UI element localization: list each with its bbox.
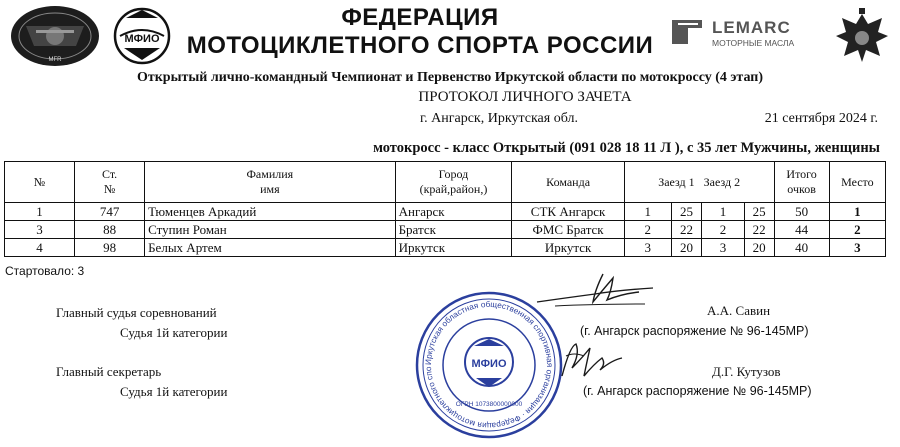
header-points: Итого очков <box>774 162 829 203</box>
cell-r2-pts: 25 <box>744 203 774 221</box>
cell-num: 1 <box>5 203 75 221</box>
cell-team: СТК Ангарск <box>512 203 625 221</box>
lemarc-tagline: МОТОРНЫЕ МАСЛА <box>712 38 795 48</box>
table-row <box>5 203 886 221</box>
class-line: мотокросс - класс Открытый (091 028 18 11 Л ), с 35 лет Мужчины, женщины <box>373 140 880 156</box>
cell-r1-pts: 22 <box>671 221 702 239</box>
cell-num: 4 <box>5 239 75 257</box>
mfio-logo <box>112 4 172 68</box>
header-city: Город (край,район,) <box>395 162 512 203</box>
cell-r1-pts: 25 <box>671 203 702 221</box>
cell-start: 747 <box>75 203 145 221</box>
protocol-title: ПРОТОКОЛ ЛИЧНОГО ЗАЧЕТА <box>418 89 632 105</box>
cell-r1-pos: 1 <box>624 203 671 221</box>
table-header-row <box>5 162 886 203</box>
judge-title: Главный судья соревнований <box>56 305 217 320</box>
secretary-category: Судья 1й категории <box>120 384 228 399</box>
cell-total: 50 <box>774 203 829 221</box>
judge-name: А.А. Савин <box>707 303 771 318</box>
stamp-ring-text: Иркутская областная общественная спортивная организация · Федерация мотоциклетного спо <box>423 299 555 431</box>
header-team: Команда <box>512 162 625 203</box>
cell-r2-pts: 22 <box>744 221 774 239</box>
event-place: г. Ангарск, Иркутская обл. <box>420 111 578 126</box>
mfr-logo <box>8 4 102 68</box>
mfio-logo-text: МФИО <box>124 33 160 45</box>
secretary-name: Д.Г. Кутузов <box>712 364 781 379</box>
event-date: 21 сентября 2024 г. <box>764 111 878 126</box>
cell-r2-pos: 1 <box>702 203 744 221</box>
judge-category: Судья 1й категории <box>120 325 228 340</box>
cell-start: 98 <box>75 239 145 257</box>
started-count: Стартовало: 3 <box>5 264 85 278</box>
header-name: Фамилия имя <box>145 162 396 203</box>
svg-text:MFR: MFR <box>48 57 62 63</box>
header-place: Место <box>829 162 885 203</box>
coat-of-arms-emblem <box>832 6 892 68</box>
cell-num: 3 <box>5 221 75 239</box>
cell-start: 88 <box>75 221 145 239</box>
cell-team: ФМС Братск <box>512 221 625 239</box>
table-row <box>5 239 886 257</box>
cell-name: Тюменцев Аркадий <box>145 203 396 221</box>
secretary-title: Главный секретарь <box>56 364 162 379</box>
lemarc-brand: LEMARC <box>712 18 791 37</box>
cell-place: 1 <box>829 203 885 221</box>
cell-r1-pts: 20 <box>671 239 702 257</box>
cell-team: Иркутск <box>512 239 625 257</box>
federation-title-line1: ФЕДЕРАЦИЯ <box>341 4 499 31</box>
official-stamp <box>414 290 564 440</box>
header-races: Заезд 1 Заезд 2 <box>624 162 774 203</box>
cell-place: 3 <box>829 239 885 257</box>
cell-r2-pts: 20 <box>744 239 774 257</box>
header-start-number: Ст. № <box>75 162 145 203</box>
cell-name: Белых Артем <box>145 239 396 257</box>
cell-r2-pos: 2 <box>702 221 744 239</box>
secretary-signature <box>556 336 626 384</box>
cell-r2-pos: 3 <box>702 239 744 257</box>
championship-title: Открытый лично-командный Чемпионат и Первенство Иркутской области по мотокроссу (4 этап) <box>136 70 764 85</box>
stamp-bottom-text: ОГРН 1073800000000 <box>455 401 523 408</box>
judge-order: (г. Ангарск распоряжение № 96-145МР) <box>580 324 809 338</box>
stamp-center-text: МФИО <box>471 358 507 370</box>
cell-city: Иркутск <box>395 239 512 257</box>
cell-place: 2 <box>829 221 885 239</box>
results-table <box>4 161 886 257</box>
cell-city: Ангарск <box>395 203 512 221</box>
cell-total: 44 <box>774 221 829 239</box>
federation-title-line2: МОТОЦИКЛЕТНОГО СПОРТА РОССИИ <box>186 32 654 59</box>
lemarc-logo <box>668 14 808 54</box>
cell-name: Ступин Роман <box>145 221 396 239</box>
table-row <box>5 221 886 239</box>
cell-r1-pos: 3 <box>624 239 671 257</box>
cell-total: 40 <box>774 239 829 257</box>
header-num: № <box>5 162 75 203</box>
cell-r1-pos: 2 <box>624 221 671 239</box>
secretary-order: (г. Ангарск распоряжение № 96-145МР) <box>583 384 812 398</box>
cell-city: Братск <box>395 221 512 239</box>
